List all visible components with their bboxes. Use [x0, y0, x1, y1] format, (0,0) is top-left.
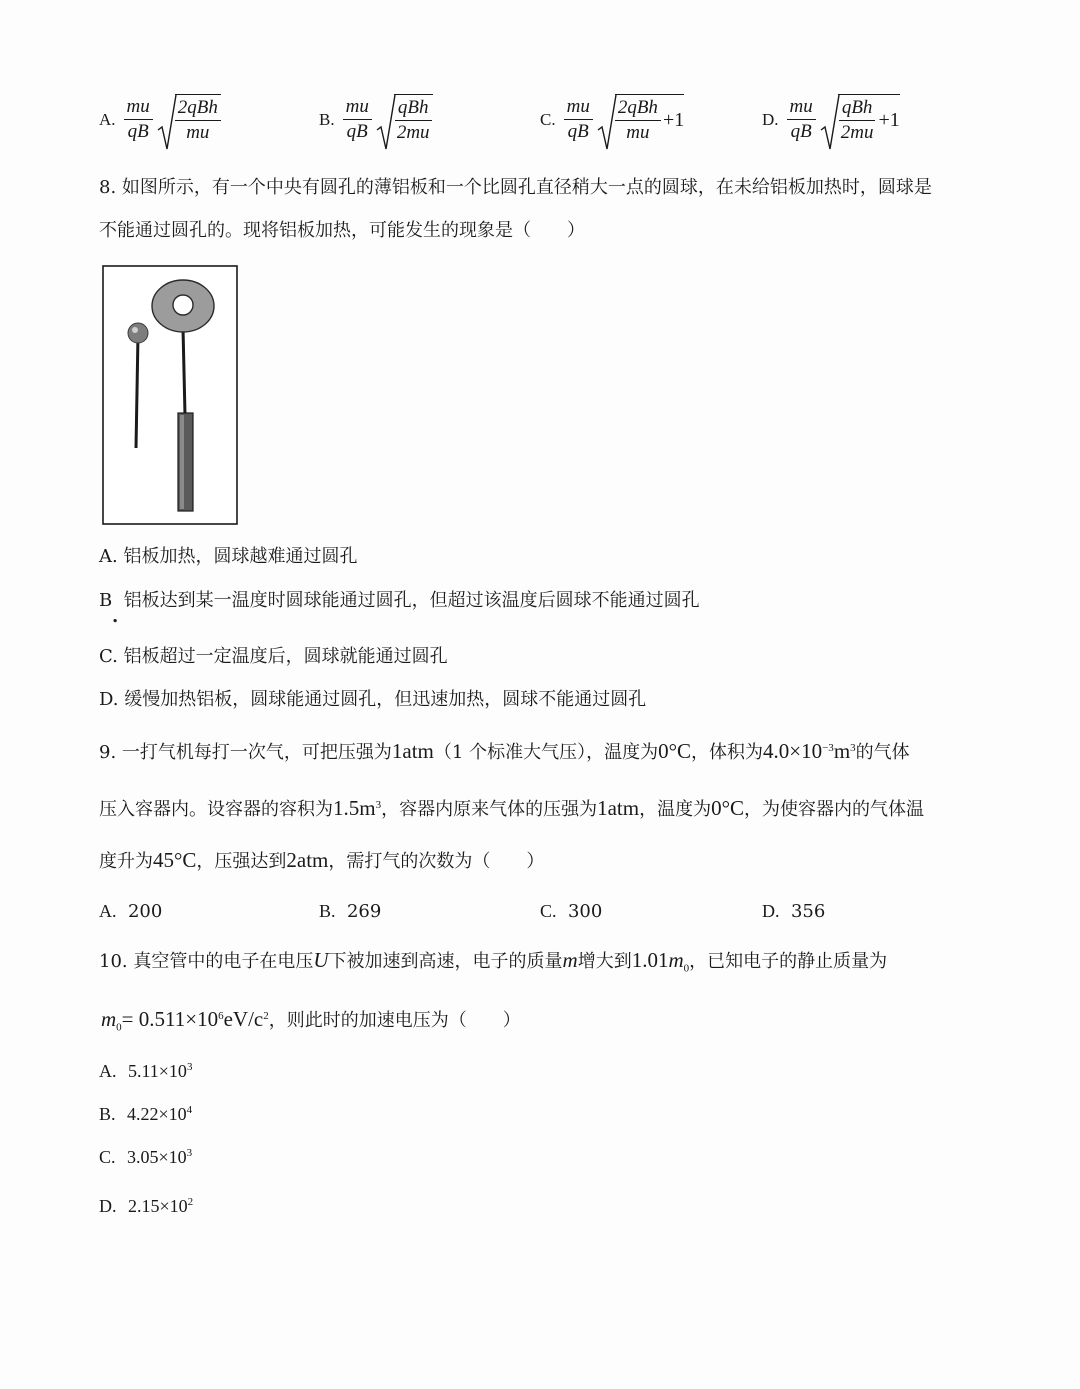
- q10-stem-line-1: 10. 真空管中的电子在电压U下被加速到高速，电子的质量m增大到$1.01m_0$，已知电子的静止质量为: [99, 948, 888, 975]
- q9-stem-line-3: 度升为45°C，压强达到2atm，需打气的次数为（ ）: [99, 848, 545, 872]
- square-root: $\frac{\text{qBh}}{2mu}$ +1: [820, 94, 900, 145]
- q10-stem-line-2: $m_0= 0.511\times 10^6eV/c^2$，则此时的加速电压为（ ）: [101, 1007, 521, 1034]
- q10-option-c[interactable]: C. $3.05\times 10^3$: [99, 1147, 193, 1167]
- q10-option-d[interactable]: D. $2.15\times 10^2$: [99, 1196, 194, 1216]
- square-root: $\frac{\text{qBh}}{2mu}$: [376, 94, 433, 145]
- radical-sign-icon: [157, 94, 177, 152]
- q7-option-a[interactable]: [99, 94, 223, 145]
- q8-option-a[interactable]: A. 铝板加热，圆球越难通过圆孔: [99, 546, 358, 567]
- square-root: $\frac{\text{2qBh}}{mu}$: [157, 94, 221, 145]
- q9-option-d[interactable]: D. 356: [762, 901, 826, 922]
- fraction: $\frac{mu}{qB}$: [343, 95, 372, 144]
- fraction: $\frac{mu}{qB}$: [564, 95, 593, 144]
- q8-option-c[interactable]: C. 铝板超过一定温度后，圆球就能通过圆孔: [99, 646, 448, 667]
- radical-sign-icon: [376, 94, 396, 152]
- option-label: D.: [762, 109, 779, 129]
- plus-term: +1: [662, 109, 685, 131]
- option-label: A.: [99, 109, 116, 129]
- fraction: $\frac{mu}{qB}$: [787, 95, 816, 144]
- fraction: $\frac{mu}{qB}$: [124, 95, 153, 144]
- radical-sign-icon: [597, 94, 617, 152]
- q7-option-d[interactable]: [762, 94, 900, 145]
- q9-option-a[interactable]: A. 200: [99, 901, 163, 922]
- q8-option-d[interactable]: D. 缓慢加热铝板，圆球能通过圆孔，但迅速加热，圆球不能通过圆孔: [99, 689, 647, 710]
- q9-stem-line-2: 压入容器内。设容器的容积为$1.5m^3$，容器内原来气体的压强为1atm，温度为0°C，为使容器内的气体温: [99, 796, 924, 820]
- option-label: C.: [540, 109, 556, 129]
- q8-option-b-dot: .: [112, 606, 119, 627]
- q9-stem-line-1: 9. 一打气机每打一次气，可把压强为1atm（1 个标准大气压），温度为0°C，体积为$4.0\times 10^{-3}m^3$的气体: [99, 739, 910, 763]
- square-root: $\frac{\text{2qBh}}{mu}$ +1: [597, 94, 684, 145]
- q7-option-c[interactable]: [540, 94, 684, 145]
- radical-sign-icon: [820, 94, 840, 152]
- q9-option-c[interactable]: C. 300: [540, 901, 603, 922]
- q8-option-b[interactable]: B 铝板达到某一温度时圆球能通过圆孔，但超过该温度后圆球不能通过圆孔: [99, 590, 700, 611]
- option-label: B.: [319, 109, 335, 129]
- q8-stem-line-2: 不能通过圆孔的。现将铝板加热，可能发生的现象是（ ）: [99, 220, 585, 241]
- q8-stem-line-1: 8. 如图所示，有一个中央有圆孔的薄铝板和一个比圆孔直径稍大一点的圆球，在未给铝板加热时，圆球是: [99, 177, 932, 198]
- plus-term: +1: [878, 109, 900, 131]
- q7-option-b[interactable]: [319, 94, 435, 145]
- q10-option-b[interactable]: B. $4.22\times 10^4$: [99, 1104, 193, 1124]
- heated-plate-ball-figure: [102, 265, 239, 526]
- q10-option-a[interactable]: A. $5.11\times 10^3$: [99, 1061, 193, 1081]
- q9-option-b[interactable]: B. 269: [319, 901, 382, 922]
